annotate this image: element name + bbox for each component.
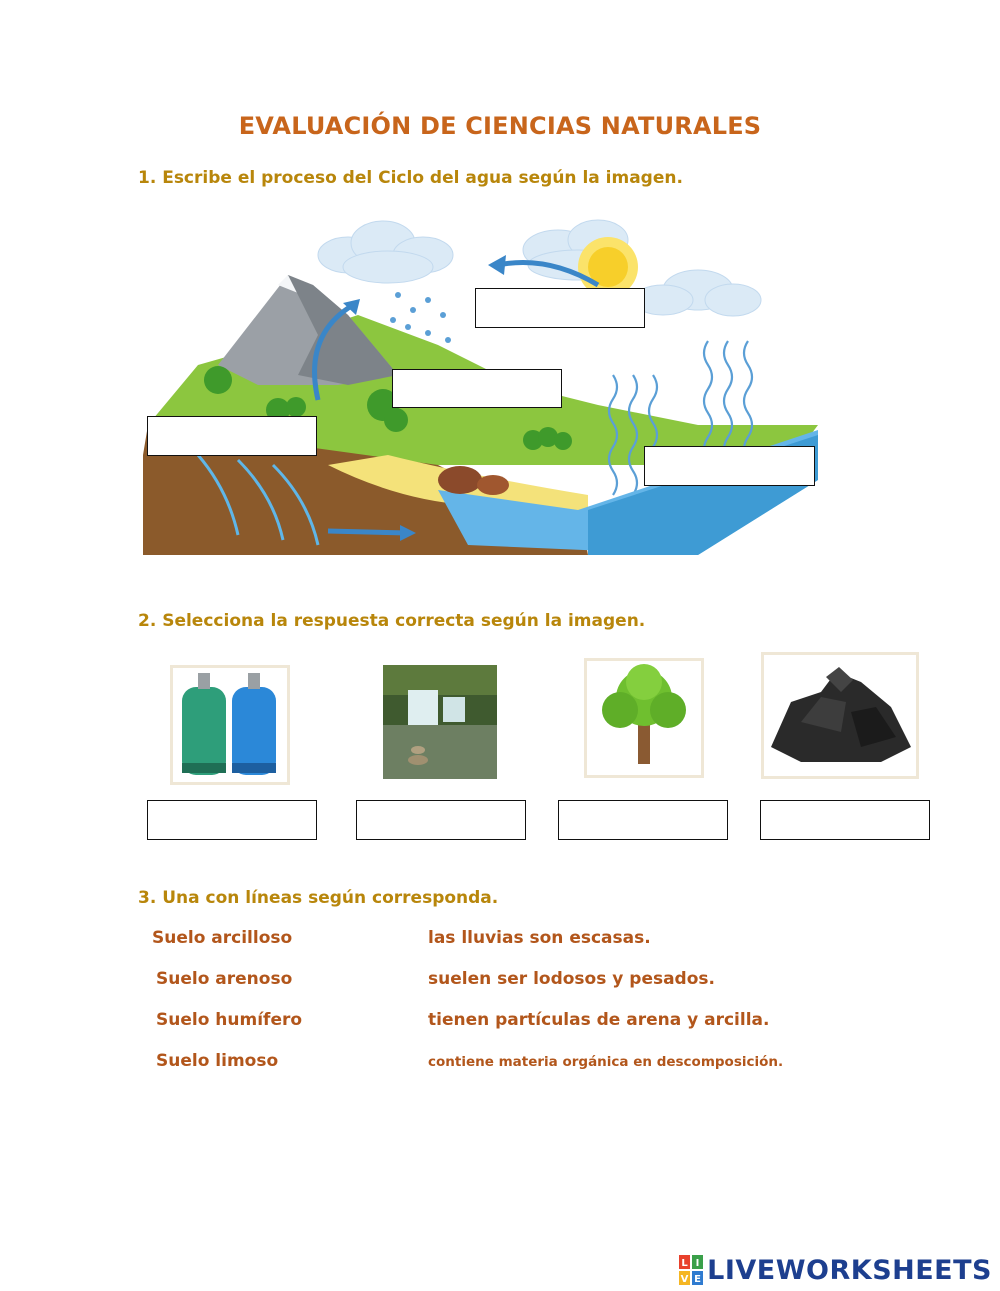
svg-text:V: V [680,1274,689,1285]
page-title: EVALUACIÓN DE CIENCIAS NATURALES [238,112,762,140]
resource-answer-input-3[interactable] [559,801,727,839]
svg-text:L: L [681,1258,688,1269]
liveworksheets-wordmark: LIVEWORKSHEETS [707,1254,992,1286]
soil-type-1[interactable]: Suelo arcilloso [152,928,293,948]
resource-answer-input-4[interactable] [761,801,929,839]
question-3-text: 3. Una con líneas según corresponda. [138,888,499,908]
waterfall-image [383,665,497,779]
svg-text:I: I [695,1258,700,1269]
cycle-answer-input-2[interactable] [393,370,561,407]
cycle-answer-box-2[interactable] [392,369,562,408]
liveworksheets-logo-icon [679,1255,703,1285]
resource-answer-box-4[interactable] [760,800,930,840]
cycle-answer-input-3[interactable] [148,417,316,455]
svg-text:E: E [694,1274,702,1285]
resource-answer-input-1[interactable] [148,801,316,839]
cycle-answer-box-4[interactable] [644,446,815,486]
coal-image [761,652,919,779]
tree-image [584,658,704,778]
soil-type-4[interactable]: Suelo limoso [156,1051,279,1071]
gas-cylinders-image [170,665,290,785]
resource-answer-input-2[interactable] [357,801,525,839]
soil-description-3[interactable]: tienen partículas de arena y arcilla. [428,1010,770,1030]
resource-answer-box-1[interactable] [147,800,317,840]
cycle-answer-box-3[interactable] [147,416,317,456]
resource-answer-box-2[interactable] [356,800,526,840]
soil-description-4[interactable]: contiene materia orgánica en descomposición. [428,1054,784,1070]
cycle-answer-box-1[interactable] [475,288,645,328]
soil-type-3[interactable]: Suelo humífero [156,1010,303,1030]
soil-type-2[interactable]: Suelo arenoso [156,969,293,989]
liveworksheets-logo [679,1253,992,1287]
cycle-answer-input-1[interactable] [476,289,644,327]
resource-answer-box-3[interactable] [558,800,728,840]
question-2-text: 2. Selecciona la respuesta correcta según la imagen. [138,611,646,631]
soil-description-1[interactable]: las lluvias son escasas. [428,928,651,948]
cycle-answer-input-4[interactable] [645,447,814,485]
soil-description-2[interactable]: suelen ser lodosos y pesados. [428,969,715,989]
question-1-text: 1. Escribe el proceso del Ciclo del agua según la imagen. [138,168,683,188]
